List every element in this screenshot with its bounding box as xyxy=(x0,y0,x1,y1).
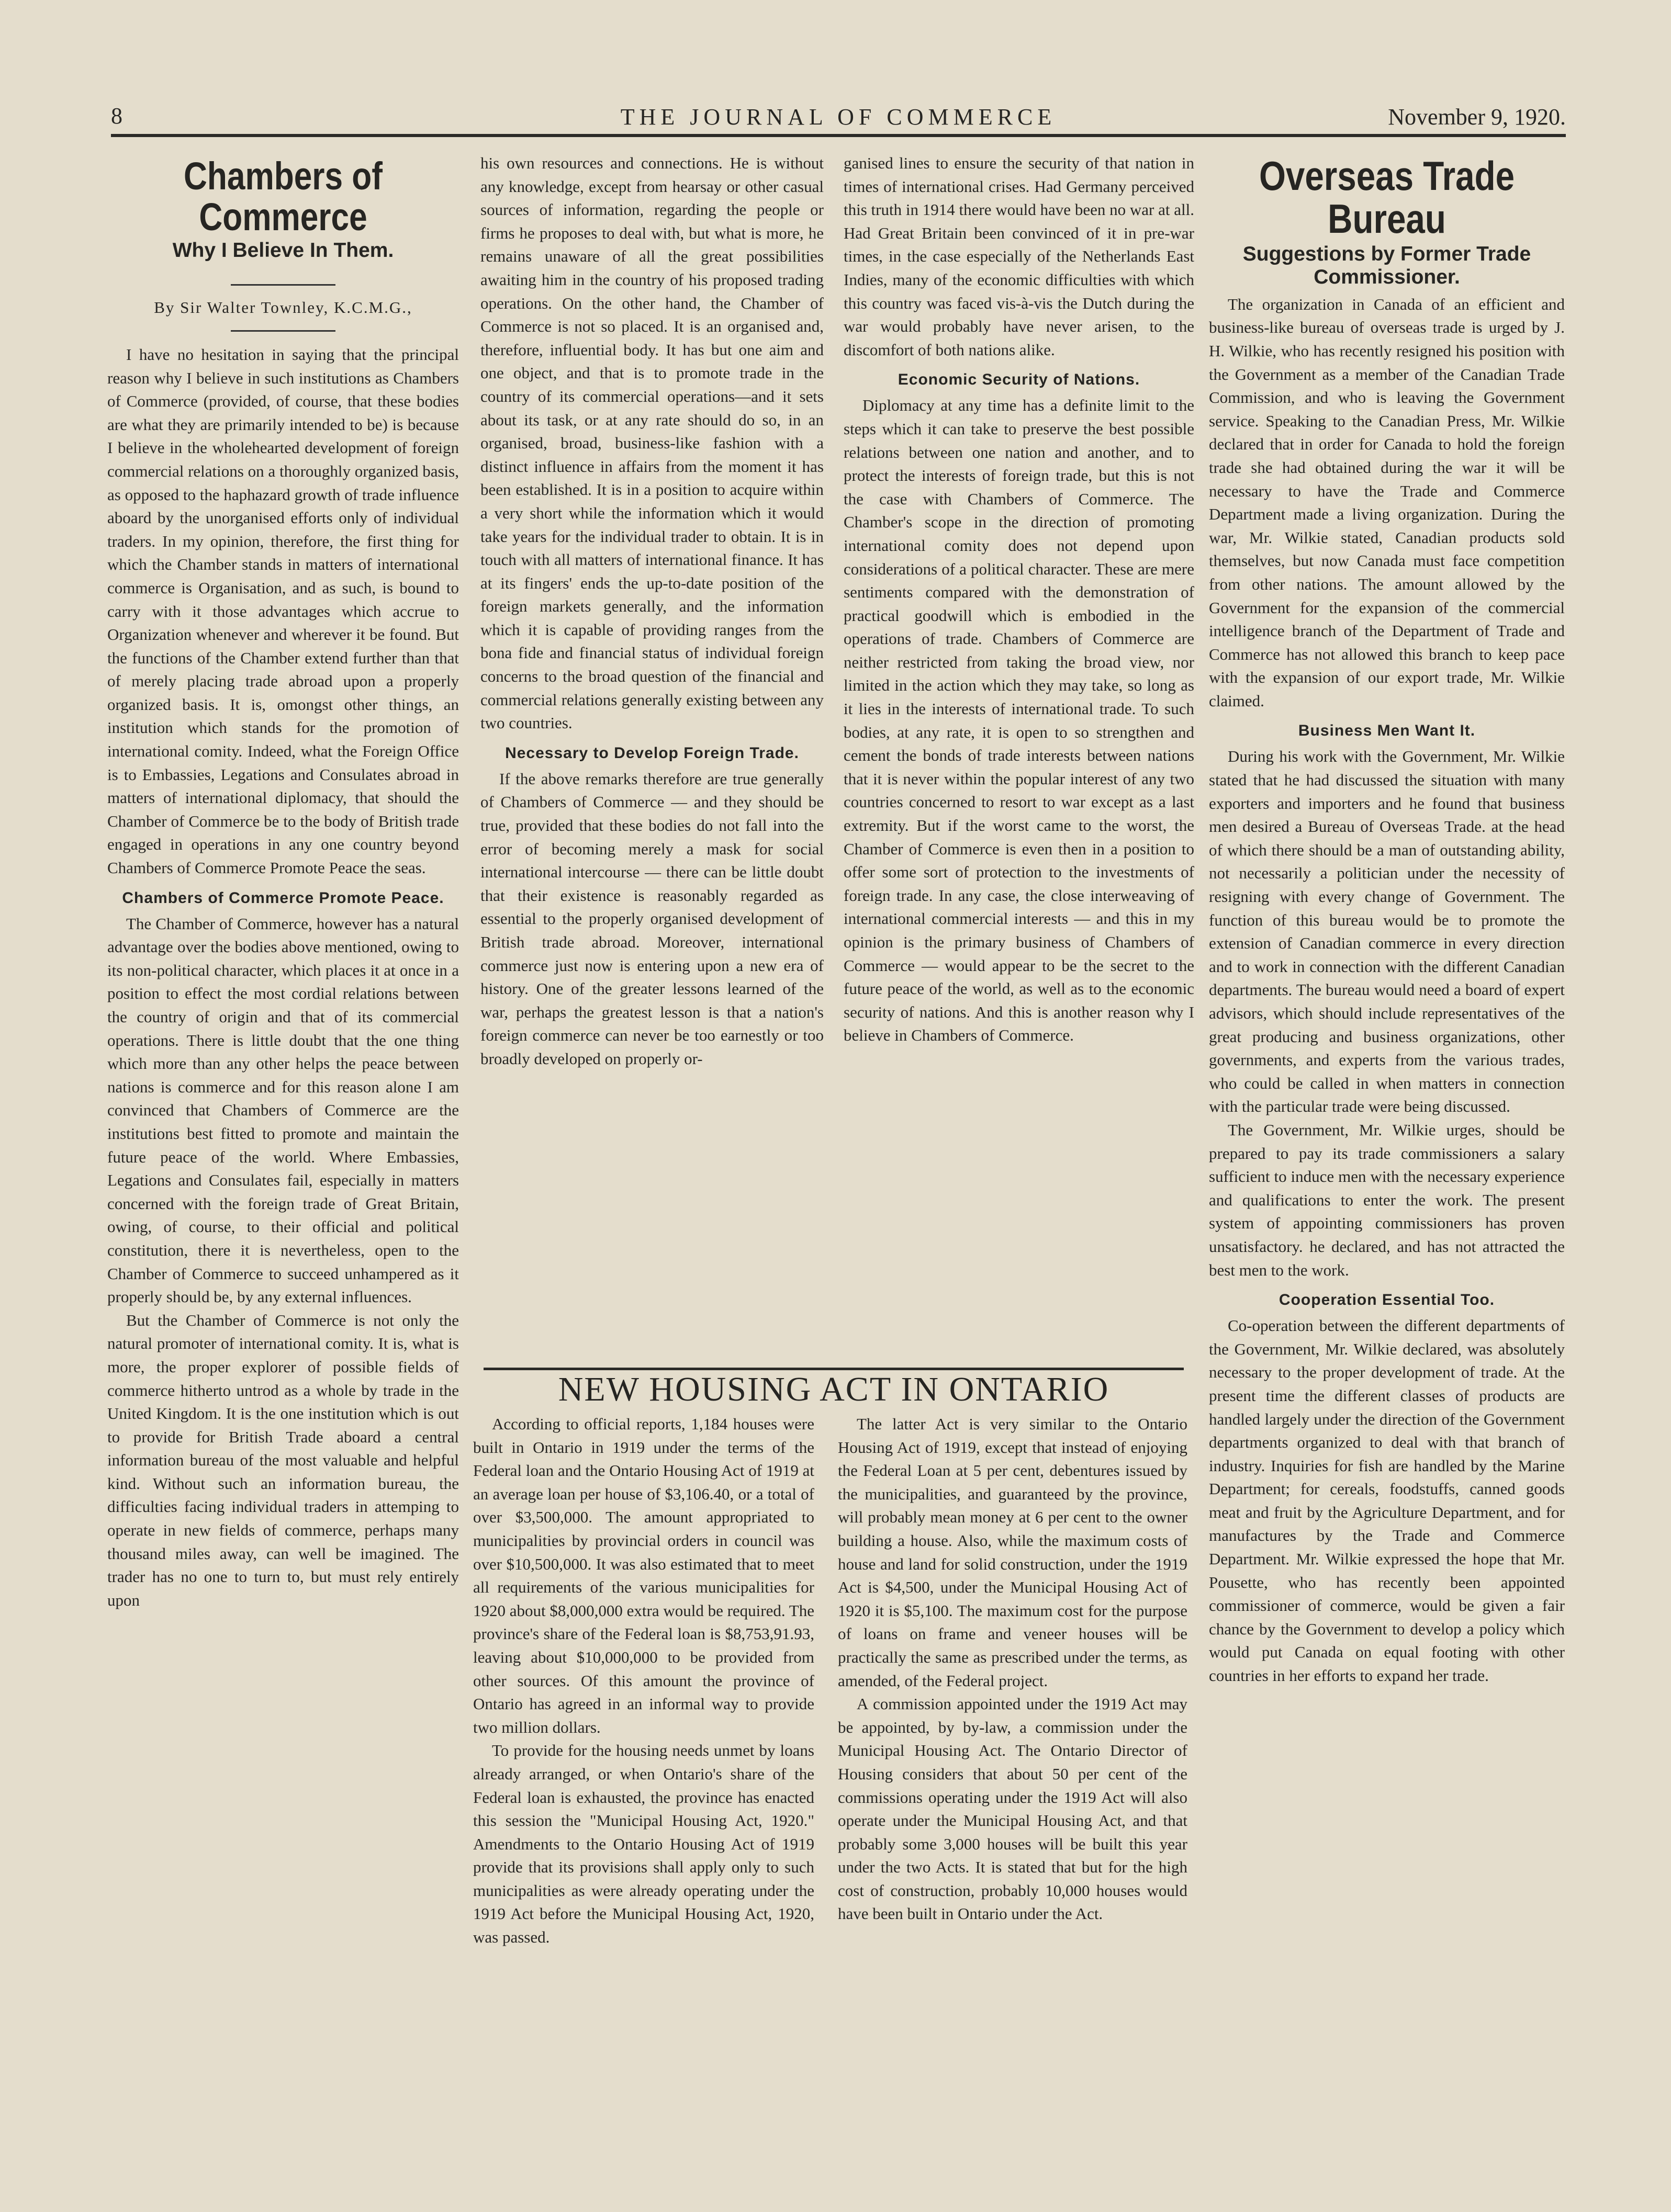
journal-title: THE JOURNAL OF COMMERCE xyxy=(620,104,1057,130)
housing-column-1 xyxy=(473,1413,814,2114)
chambers-paragraph: If the above remarks therefore are true generally of Chambers of Commerce — and they should be true, provided that these bodies do not fall into the error of becoming merely a mask for social international intercourse — there can be little doubt that their existence is reasonably regarded as essential to the properly organised development of British trade abroad. Moreover, international commerce just now is entering upon a new era of history. One of the greater lessons learned of the war, perhaps the greatest lesson is that a nation's foreign commerce can never be too earnestly or too broadly developed on properly or- xyxy=(480,769,824,1068)
chambers-subtitle: Why I Believe In Them. xyxy=(172,239,394,262)
chambers-column-2 xyxy=(480,152,824,1355)
overseas-paragraph: During his work with the Government, Mr. Wilkie stated that he had discussed the situation with many exporters and importers and he found that business men desired a Bureau of Overseas Trade. at the head of which there should be a man of outstanding ability, not necessarily a politician under the necessity of resigning with every change of Government. The function of this bureau would be to promote the extension of Canadian commerce in every direction and to work in connection with the different Canadian departments. The bureau would need a board of expert advisors, which should include representatives of the great producing and business organizations, other governments, and experts from the various trades, who could be called in when matters in connection with the particular trade were being discussed. xyxy=(1209,747,1565,1116)
chambers-paragraph: Diplomacy at any time has a definite limit to the steps which it can take to preserve the best possible relations between one nation and another, and to protect the interests of foreign trade, but this is not the case with Chambers of Commerce. The Chamber's scope in the direction of promoting international comity does not depend upon considerations of a political character. These are mere sentiments compared with the demonstration of practical goodwill which is embodied in the operations of trade. Chambers of Commerce are neither restricted from taking the broad view, nor limited in the action which they may take, so long as it lies in the interests of international trade. To such bodies, at any rate, it is open to so strengthen and cement the bonds of trade interests between nations that it is never within the popular interest of any two countries concerned to resort to war except as a last extremity. But if the worst came to the worst, the Chamber of Commerce is even then in a position to offer some sort of protection to the investments of foreign trade. In any case, the close interweaving of international commercial interests — and this in my opinion is the primary business of Chambers of Commerce — would appear to be the secret to the future peace of the world, as well as to the economic security of nations. And this is another reason why I believe in Chambers of Commerce. xyxy=(844,396,1194,1045)
chambers-paragraph: his own resources and connections. He is without any knowledge, except from hearsay or other casual sources of information, regarding the people or firms he proposes to deal with, but what is more, he remains unaware of all the great possibilities awaiting him in the country of his proposed trading operations. On the other hand, the Chamber of Commerce is not so placed. It is an organised and, therefore, influential body. It has but one aim and one object, and that is to promote trade in the country of its commercial operations—and it sets about its task, or at any rate should do so, in an organised, broad, business-like fashion with a distinct influence in affairs from the moment it has been established. It is in a position to acquire within a very short while the information which it would take years for the individual trader to obtain. It is in touch with all matters of international finance. It has at its fingers' ends the up-to-date position of the foreign markets generally, and the information which it is capable of providing ranges from the bona fide and financial status of individual foreign concerns to the broad question of the financial and commercial relations generally existing between any two countries. xyxy=(480,154,824,732)
section-heading-foreign-trade: Necessary to Develop Foreign Trade. xyxy=(505,744,799,762)
chambers-paragraph: I have no hesitation in saying that the principal reason why I believe in such institutions as Chambers of Commerce (provided, of course, that these bodies are what they are primarily intended to be) is because I believe in the wholehearted development of foreign commercial relations on a thoroughly organized basis, as opposed to the haphazard growth of trade influence aboard by the unorganised efforts only of individual traders. In my opinion, therefore, the first thing for which the Chamber stands in matters of international commerce is Organisation, and as such, is bound to carry with it those advantages which accrue to Organization whenever and wherever it be found. But the functions of the Chamber extend further than that of merely placing trade abroad upon a properly organized basis. It is, omongst other things, an institution which stands for the promotion of international comity. Indeed, what the Foreign Office is to Embassies, Legations and Consulates abroad in matters of international diplomacy, that should the Chamber of Commerce be to the body of British trade engaged in operations in any one country beyond Chambers of Commerce Promote Peace the seas. xyxy=(107,345,459,877)
housing-paragraph: A commission appointed under the 1919 Act may be appointed, by by-law, a commission under the Municipal Housing Act. The Ontario Director of Housing considers that about 50 per cent of the commissions operating under the 1919 Act will also operate under the Municipal Housing Act, and that probably some 3,000 houses will be built this year under the two Acts. It is stated that but for the high cost of construction, probably 10,000 houses would have been built in Ontario under the Act. xyxy=(838,1695,1187,1923)
overseas-subtitle: Suggestions by Former Trade Commissioner. xyxy=(1242,242,1531,288)
housing-column-2 xyxy=(838,1413,1187,2114)
housing-paragraph: The latter Act is very similar to the Ontario Housing Act of 1919, except that instead of enjoying the Federal Loan at 5 per cent, debentures issued by the municipalities, and guaranteed by the province, will probably mean money at 6 per cent to the owner building a house. Also, while the maximum costs of house and land for solid construction, under the 1919 Act is $4,500, under the Municipal Housing Act of 1920 it is $5,100. The maximum cost for the purpose of loans on frame and veneer houses will be practically the same as prescribed under the terms, as amended, of the Federal project. xyxy=(838,1415,1187,1690)
section-heading-business-men: Business Men Want It. xyxy=(1298,722,1476,740)
overseas-paragraph: Co-operation between the different departments of the Government, Mr. Wilkie declared, was absolutely necessary to the proper development of trade. At the present time the different classes of products are handled largely under the direction of the Government departments organized to deal with that branch of industry. Inquiries for fish are handled by the Marine Department; for cereals, foodstuffs, canned goods meat and fruit by the Agriculture Department, and for manufactures by the Trade and Commerce Department. Mr. Wilkie expressed the hope that Mr. Pousette, who has recently been appointed commissioner of commerce, would be given a fair chance by the Government to develop a policy which would put Canada on equal footing with other countries in her efforts to expand her trade. xyxy=(1209,1316,1565,1685)
chambers-column-3 xyxy=(844,152,1194,1360)
housing-paragraph: According to official reports, 1,184 houses were built in Ontario in 1919 under the terms of the Federal loan and the Ontario Housing Act of 1919 at an average loan per house of $3,106.40, or a total of over $3,500,000. The amount appropriated to municipalities by provincial orders in council was over $10,500,000. It was also estimated that to meet all requirements of the various municipalities for 1920 about $8,000,000 extra would be required. The province's share of the Federal loan is $8,753,91.93, leaving about $10,000,000 to be provided from other sources. Of this amount the province of Ontario has agreed in an informal way to provide two million dollars. xyxy=(473,1415,814,1736)
section-heading-cooperation: Cooperation Essential Too. xyxy=(1279,1291,1495,1309)
overseas-headline: Overseas Trade Bureau xyxy=(1259,155,1515,242)
page-number: 8 xyxy=(111,103,122,129)
section-heading-economic-security: Economic Security of Nations. xyxy=(898,371,1140,389)
byline-rule-bottom xyxy=(231,330,335,332)
chambers-headline: Chambers of Commerce xyxy=(184,154,383,239)
header-rule xyxy=(111,134,1566,137)
chambers-column-1 xyxy=(107,153,459,2099)
chambers-byline: By Sir Walter Townley, K.C.M.G., xyxy=(154,298,412,317)
section-heading-promote-peace: Chambers of Commerce Promote Peace. xyxy=(122,889,444,907)
housing-paragraph: To provide for the housing needs unmet by loans already arranged, or when Ontario's share of the Federal loan is exhausted, the province has enacted this session the "Municipal Housing Act, 1920." Amendments to the Ontario Housing Act of 1919 provide that its provisions shall apply only to such municipalities as were already operating under the 1919 Act before the Municipal Housing Act, 1920, was passed. xyxy=(473,1741,814,1947)
chambers-paragraph: But the Chamber of Commerce is not only the natural promoter of international comity. It is, what is more, the proper explorer of possible fields of commerce hitherto untrod as a whole by trade in the United Kingdom. It is the one institution which is out to provide for British Trade aboard a central information bureau of the most valuable and helpful kind. Without such an information bureau, the difficulties facing individual traders in attemping to operate in new fields of commerce, perhaps many thousand miles away, can well be imagined. The trader has no one to turn to, but must rely entirely upon xyxy=(107,1311,459,1609)
chambers-paragraph: ganised lines to ensure the security of that nation in times of international crises. Had Germany perceived this truth in 1914 there would have been no war at all. Had Great Britain been convinced of it in pre-war times, in the case especially of the Netherlands East Indies, many of the economic difficulties with which this country was faced vis-à-vis the Dutch during the war would probably have never arisen, to the discomfort of both nations alike. xyxy=(844,154,1194,359)
issue-date: November 9, 1920. xyxy=(1388,104,1566,130)
housing-headline: NEW HOUSING ACT IN ONTARIO xyxy=(558,1370,1109,1408)
byline-rule-top xyxy=(231,284,335,286)
overseas-column xyxy=(1209,155,1565,2122)
overseas-paragraph: The organization in Canada of an efficient and business-like bureau of overseas trade is urged by J. H. Wilkie, who has recently resigned his position with the Government as a member of the Canadian Trade Commission, and who is leaving the Government service. Speaking to the Canadian Press, Mr. Wilkie declared that in order for Canada to hold the foreign trade she had obtained during the war it will be necessary to have the Trade and Commerce Department made a living organization. During the war, Mr. Wilkie stated, Canadian products sold themselves, but now Canada must face competition from other nations. The amount allowed by the Government for the expansion of the commercial intelligence branch of the Department of Trade and Commerce has not allowed this branch to keep pace with the expansion of our export trade, Mr. Wilkie claimed. xyxy=(1209,295,1565,710)
chambers-paragraph: The Chamber of Commerce, however has a natural advantage over the bodies above mentioned, owing to its non-political character, which places it at once in a position to effect the most cordial relations between the country of origin and that of its commercial operations. There is little doubt that the one thing which more than any other helps the peace between nations is commerce and for this reason alone I am convinced that Chambers of Commerce are the institutions best fitted to promote and maintain the future peace of the world. Where Embassies, Legations and Consulates fail, especially in matters concerned with the foreign trade of Great Britain, owing, of course, to their official and political constitution, there it is nevertheless, open to the Chamber of Commerce to succeed unhampered as it properly should be, by any external influences. xyxy=(107,914,459,1306)
overseas-paragraph: The Government, Mr. Wilkie urges, should be prepared to pay its trade commissioners a salary sufficient to induce men with the necessary experience and qualifications to enter the work. The present system of appointing commissioners has proven unsatisfactory. he declared, and has not attracted the best men to the work. xyxy=(1209,1120,1565,1279)
